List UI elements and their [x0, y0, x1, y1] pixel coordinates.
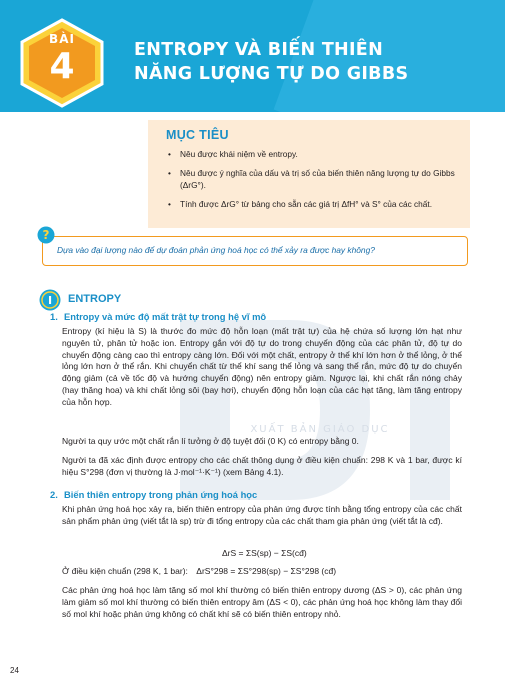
entropy-definition-paragraph: Entropy (kí hiệu là S) là thước đo mức độ hỗn loạn (mất trật tự) của hệ chứa số lượng lớn hạt như nguyên tử, phân tử hoặc ion. Entropy gắn với độ tự do trong chuyển động của các phân tử, độ tự do chuyển động càng cao thì entropy càng lớn. Đối với một chất, entropy ở thể khí lớn hơn ở thể lỏng, ở thể lỏng lớn hơn ở thể rắn. Khi chuyển chất từ thể khí sang thể lỏng và sang thể rắn, mức độ tự do chuyển động giảm (cả về tốc độ và hướng chuyển động) nên entropy giảm. Ngược lại, khi chất rắn nóng chảy (hay thăng hoa) và khi chất lỏng sôi (bay hơi), chuyển động hỗn loạn của các hạt tăng, làm tăng entropy của hỗn hợp. [62, 326, 462, 407]
question-icon [37, 226, 55, 244]
subsection-1-heading [50, 311, 266, 322]
lesson-title-line1: ENTROPY VÀ BIẾN THIÊN [134, 40, 384, 60]
standard-condition-label: Ở điều kiện chuẩn (298 K, 1 bar): [62, 566, 188, 576]
page-number: 24 [10, 666, 19, 675]
lesson-badge [19, 18, 105, 108]
subsection-2-title: Biến thiên entropy trong phản ứng hoá học [64, 489, 258, 500]
subsection-2-number: 2. [50, 489, 58, 500]
lesson-header [0, 0, 505, 112]
standard-entropy-equation [62, 566, 336, 576]
standard-entropy-formula: ΔrS°298 = ΣS°298(sp) − ΣS°298 (cđ) [196, 566, 337, 576]
entropy-change-equation: ΔrS = ΣS(sp) − ΣS(cđ) [222, 548, 307, 558]
lesson-number: 4 [49, 46, 75, 87]
goals-title: MỤC TIÊU [166, 128, 229, 142]
standard-entropy-paragraph: Người ta đã xác định được entropy cho các chất thông dụng ở điều kiện chuẩn: 298 K và 1 bar, được kí hiệu S°298 (đơn vị thường là J·mol⁻¹·K⁻¹) (xem Bảng 4.1). [62, 455, 462, 477]
lesson-title [134, 38, 408, 86]
gas-mole-entropy-paragraph: Các phản ứng hoá học làm tăng số mol khí thường có biến thiên entropy dương (ΔS > 0), các phản ứng làm giảm số mol khí thường có biến thiên entropy âm (ΔS < 0), các phản ứng hoá học không làm thay đổi số mol khí hoặc phản ứng không có chất khí sẽ có biến thiên entropy nhỏ. [62, 585, 462, 619]
goal-item: • Nêu được ý nghĩa của dấu và trị số của biến thiên năng lượng tự do Gibbs (ΔrG°). [166, 167, 462, 191]
lesson-title-line2: NĂNG LƯỢNG TỰ DO GIBBS [134, 64, 409, 84]
section-title: ENTROPY [68, 293, 122, 305]
goals-list [166, 148, 462, 217]
subsection-2-heading [50, 489, 257, 500]
subsection-1-number: 1. [50, 311, 58, 322]
lesson-label: BÀI [49, 32, 75, 46]
goals-box [148, 120, 470, 228]
entropy-zero-convention-paragraph: Người ta quy ước một chất rắn lí tưởng ở độ tuyệt đối (0 K) có entropy bằng 0. [62, 436, 359, 446]
watermark-text: XUẤT BẢN GIÁO DỤC [250, 424, 390, 435]
goal-item: • Tính được ΔrG° từ bảng cho sẵn các giá trị ΔfH° và S° của các chất. [166, 198, 462, 210]
section-roman-one-icon [39, 289, 61, 311]
opening-question-text: Dựa vào đại lượng nào để dự đoán phản ứng hoá học có thể xảy ra được hay không? [57, 245, 375, 255]
goal-item: • Nêu được khái niệm về entropy. [166, 148, 462, 160]
section-icon-label: I [47, 294, 53, 307]
subsection-1-title: Entropy và mức độ mất trật tự trong hệ vĩ mô [64, 311, 267, 322]
opening-question-box [42, 236, 468, 266]
reaction-entropy-paragraph: Khi phản ứng hoá học xảy ra, biến thiên entropy của phản ứng được tính bằng tổng entropy của các chất sản phẩm phản ứng (viết tắt là sp) trừ đi tổng entropy của các chất tham gia phản ứng (viết tắt là cđ). [62, 504, 462, 526]
svg-text:?: ? [42, 228, 50, 243]
